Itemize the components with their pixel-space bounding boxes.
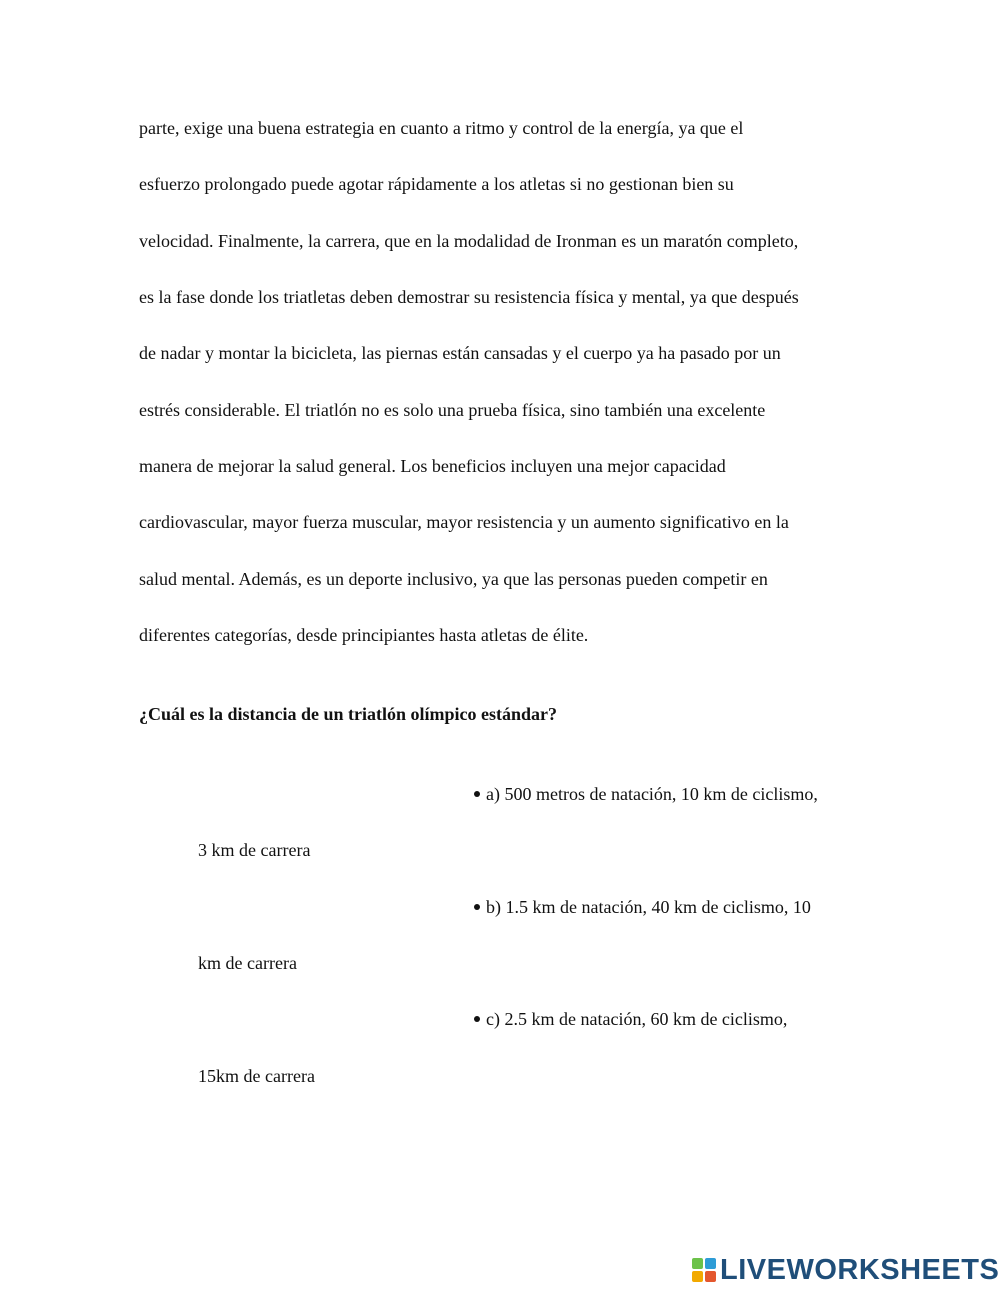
logo-badge-icon <box>692 1258 716 1282</box>
bullet-icon <box>474 1016 480 1022</box>
option-b[interactable] <box>474 896 811 918</box>
option-a-continuation: 3 km de carrera <box>198 840 311 860</box>
paragraph-line: es la fase donde los triatletas deben demostrar su resistencia física y mental, ya que después <box>139 287 799 307</box>
option-a[interactable] <box>474 783 818 805</box>
logo-badge-cell <box>692 1258 703 1269</box>
option-c[interactable] <box>474 1008 787 1030</box>
paragraph-line: estrés considerable. El triatlón no es solo una prueba física, sino también una excelente <box>139 400 766 420</box>
paragraph-line: diferentes categorías, desde principiantes hasta atletas de élite. <box>139 625 589 645</box>
paragraph-line: cardiovascular, mayor fuerza muscular, mayor resistencia y un aumento significativo en la <box>139 512 789 532</box>
paragraph-line: manera de mejorar la salud general. Los beneficios incluyen una mejor capacidad <box>139 456 726 476</box>
logo-badge-cell <box>692 1271 703 1282</box>
paragraph-line: parte, exige una buena estrategia en cuanto a ritmo y control de la energía, ya que el <box>139 118 744 138</box>
paragraph-line: salud mental. Además, es un deporte inclusivo, ya que las personas pueden competir en <box>139 569 768 589</box>
paragraph-line: velocidad. Finalmente, la carrera, que en la modalidad de Ironman es un maratón completo, <box>139 231 799 251</box>
option-c-continuation: 15km de carrera <box>198 1066 315 1086</box>
logo-text: LIVEWORKSHEETS <box>720 1254 1000 1286</box>
question-heading: ¿Cuál es la distancia de un triatlón olímpico estándar? <box>139 704 558 724</box>
option-b-continuation: km de carrera <box>198 953 297 973</box>
logo-badge-cell <box>705 1271 716 1282</box>
option-c-text: c) 2.5 km de natación, 60 km de ciclismo, <box>486 1009 788 1029</box>
paragraph-line: esfuerzo prolongado puede agotar rápidamente a los atletas si no gestionan bien su <box>139 174 734 194</box>
option-b-text: b) 1.5 km de natación, 40 km de ciclismo, 10 <box>486 897 811 917</box>
logo-badge-cell <box>705 1258 716 1269</box>
bullet-icon <box>474 791 480 797</box>
liveworksheets-logo <box>692 1255 999 1285</box>
bullet-icon <box>474 904 480 910</box>
option-a-text: a) 500 metros de natación, 10 km de ciclismo, <box>486 784 818 804</box>
paragraph-line: de nadar y montar la bicicleta, las piernas están cansadas y el cuerpo ya ha pasado por un <box>139 343 781 363</box>
